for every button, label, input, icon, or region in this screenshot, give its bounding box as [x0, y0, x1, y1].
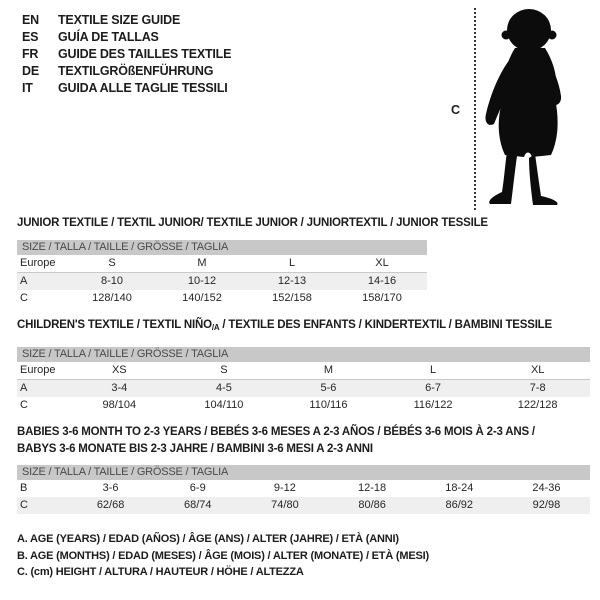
language-code: DE	[22, 64, 39, 78]
language-row	[22, 29, 231, 46]
table-row	[17, 290, 427, 307]
language-row	[22, 46, 231, 63]
size-header-bar: SIZE / TALLA / TAILLE / GRÖSSE / TAGLIA	[17, 240, 427, 255]
babies-heading-line2: BABYS 3-6 MONATE BIS 2-3 JAHRE / BAMBINI 3-6 MESI A 2-3 ANNI	[17, 443, 373, 455]
legend-line-b: B. AGE (MONTHS) / EDAD (MESES) / ÂGE (MOIS) / ALTER (MONATE) / ETÀ (MESI)	[17, 549, 429, 562]
row-label: Europe	[20, 257, 56, 269]
table-cell: 12-13	[277, 275, 307, 287]
language-code: IT	[22, 81, 33, 95]
table-cell: 116/122	[413, 399, 453, 411]
guide-title: GUIDA ALLE TAGLIE TESSILI	[58, 81, 228, 95]
table-cell: 6-7	[425, 382, 442, 394]
table-cell: 86/92	[445, 499, 474, 511]
row-label: B	[20, 482, 28, 494]
table-cell: 128/140	[92, 292, 132, 304]
language-row	[22, 80, 231, 97]
table-cell: S	[220, 364, 228, 376]
junior-section-heading: JUNIOR TEXTILE / TEXTIL JUNIOR/ TEXTILE JUNIOR / JUNIORTEXTIL / JUNIOR TESSILE	[17, 217, 488, 229]
table-cell: XL	[375, 257, 389, 269]
legend-line-a: A. AGE (YEARS) / EDAD (AÑOS) / ÂGE (ANS) / ALTER (JAHRE) / ETÀ (ANNI)	[17, 533, 399, 545]
table-row	[17, 362, 590, 380]
table-cell: 10-12	[187, 275, 217, 287]
table-cell: 18-24	[445, 482, 474, 494]
junior-size-table	[17, 240, 427, 307]
table-cell: 110/116	[309, 399, 348, 411]
measure-legend	[17, 531, 429, 581]
height-measure-label: C	[451, 103, 461, 117]
table-cell: 92/98	[532, 499, 561, 511]
table-row	[17, 397, 590, 414]
table-cell: 14-16	[367, 275, 397, 287]
table-row	[17, 273, 427, 290]
baby-silhouette-icon	[479, 8, 575, 208]
guide-title: GUÍA DE TALLAS	[58, 30, 159, 44]
size-header-bar: SIZE / TALLA / TAILLE / GRÖSSE / TAGLIA	[17, 347, 590, 362]
table-cell: 24-36	[532, 482, 561, 494]
table-cell: 104/110	[204, 399, 244, 411]
table-cell: XS	[111, 364, 127, 376]
babies-size-table	[17, 465, 590, 514]
table-row	[17, 497, 590, 514]
table-cell: 122/128	[517, 399, 558, 411]
language-title-list	[22, 12, 231, 97]
table-cell: 7-8	[529, 382, 546, 394]
table-cell: L	[430, 364, 437, 376]
table-cell: 74/80	[271, 499, 299, 511]
babies-heading-line1: BABIES 3-6 MONTH TO 2-3 YEARS / BEBÉS 3-6 MESES A 2-3 AÑOS / BÉBÉS 3-6 MOIS À 2-3 ANS /	[17, 426, 535, 438]
height-measure-line	[474, 8, 476, 210]
table-cell: XL	[530, 364, 545, 376]
table-cell: M	[323, 364, 334, 376]
language-row	[22, 12, 231, 29]
language-code: EN	[22, 13, 39, 27]
children-heading-text: / TEXTILE DES ENFANTS / KINDERTEXTIL / BAMBINI TESSILE	[219, 319, 552, 331]
table-cell: 62/68	[96, 499, 125, 511]
children-heading-subscript: /A	[211, 323, 220, 332]
legend-line-c: C. (cm) HEIGHT / ALTURA / HAUTEUR / HÖHE / ALTEZZA	[17, 566, 304, 578]
table-cell: 6-9	[189, 482, 206, 494]
table-cell: 4-5	[215, 382, 232, 394]
table-cell: 3-4	[111, 382, 128, 394]
row-label: C	[20, 499, 28, 511]
table-cell: 5-6	[320, 382, 337, 394]
row-label: A	[20, 275, 28, 287]
table-cell: 68/74	[183, 499, 212, 511]
children-heading-text: CHILDREN'S TEXTILE / TEXTIL NIÑO	[17, 319, 212, 331]
table-cell: 140/152	[182, 292, 222, 304]
row-label: C	[20, 292, 28, 304]
row-label: Europe	[20, 364, 56, 376]
table-cell: 80/86	[358, 499, 386, 511]
table-cell: 12-18	[358, 482, 387, 494]
table-cell: 3-6	[102, 482, 119, 494]
language-row	[22, 63, 231, 80]
table-cell: 158/170	[362, 292, 402, 304]
size-header-bar: SIZE / TALLA / TAILLE / GRÖSSE / TAGLIA	[17, 465, 590, 480]
table-row	[17, 480, 590, 497]
children-section-heading	[17, 317, 552, 336]
table-cell: 9-12	[273, 482, 296, 494]
language-code: FR	[22, 47, 39, 61]
table-cell: 8-10	[100, 275, 124, 287]
babies-section-heading	[17, 424, 535, 458]
children-size-table	[17, 347, 590, 414]
table-cell: S	[108, 257, 116, 269]
language-code: ES	[22, 30, 39, 44]
row-label: A	[20, 382, 28, 394]
guide-title: TEXTILE SIZE GUIDE	[58, 13, 181, 27]
guide-title: GUIDE DES TAILLES TEXTILE	[58, 47, 232, 61]
guide-title: TEXTILGRÖßENFÜHRUNG	[58, 64, 214, 78]
table-cell: 98/104	[102, 399, 137, 411]
row-label: C	[20, 399, 28, 411]
table-row	[17, 255, 427, 273]
table-cell: L	[288, 257, 296, 269]
table-row	[17, 380, 590, 397]
table-cell: 152/158	[272, 292, 312, 304]
table-cell: M	[197, 257, 207, 269]
